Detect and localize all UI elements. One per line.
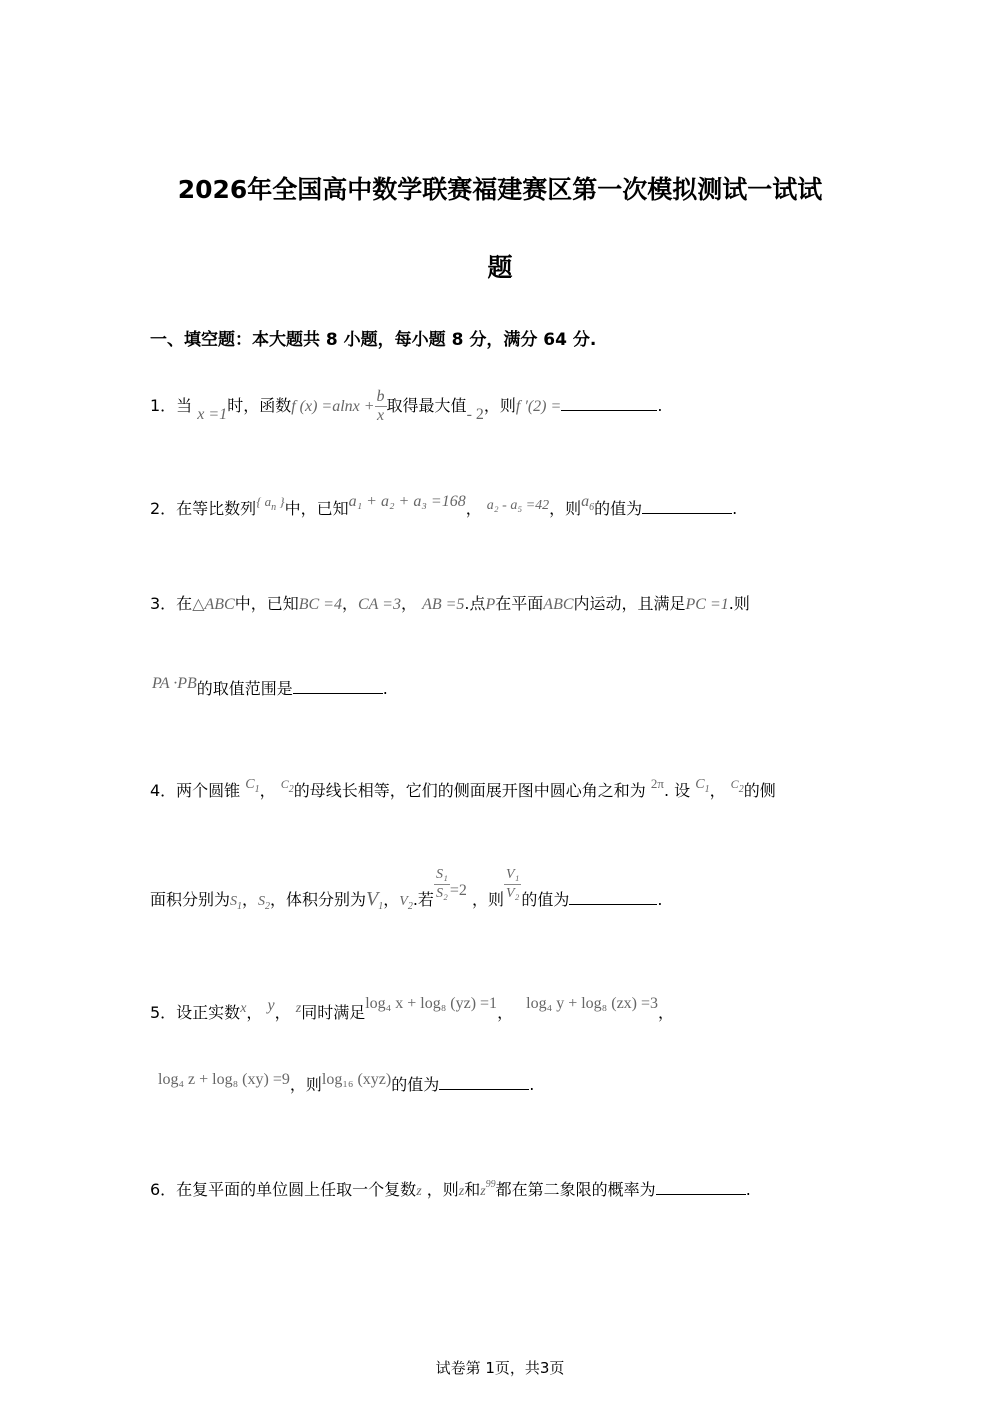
q4-text-3: 的侧 — [743, 781, 776, 800]
q2-sequence — [256, 494, 285, 513]
q2-target — [581, 493, 595, 513]
q3-answer-blank[interactable] — [293, 679, 383, 694]
q3-text-2: .点 — [464, 594, 486, 613]
q4-sep-4: ， — [383, 890, 400, 909]
q5-equation-1: log₄ x + log₈ (yz) =1 — [365, 995, 498, 1012]
q6-number: 6．在复平面的单位圆上任取一个复数 — [150, 1180, 417, 1199]
q5-equation-3: log₄ z + log₈ (xy) =9 — [158, 1071, 290, 1088]
q4-v1-letter: V — [366, 888, 379, 910]
q5-sep-1: ， — [246, 1003, 263, 1022]
q4-c1-second — [695, 777, 710, 795]
page-footer: 试卷第 1页，共3页 — [435, 1359, 565, 1377]
q3-text-1: 中，已知 — [234, 594, 299, 613]
q4-text-7: ，则 — [471, 890, 504, 909]
q4-c2b-letter: C — [730, 777, 739, 791]
q4-sep-2: ， — [709, 781, 726, 800]
q1-text-2: 取得最大值 — [386, 396, 467, 415]
question-5-line-1 — [150, 992, 674, 1025]
question-1 — [150, 388, 662, 427]
q3-pc: PC =1 — [685, 596, 729, 613]
q4-ratio-num: S₁ — [434, 866, 450, 885]
q6-z-power — [480, 1179, 496, 1199]
q6-text-1: ，则 — [426, 1180, 459, 1199]
q3-bc: BC =4 — [298, 596, 342, 613]
q4-vr-den: V₂ — [505, 886, 520, 901]
question-4-line-1 — [150, 772, 776, 803]
q1-function: f (x) =alnx + — [291, 398, 375, 415]
q2-text-4: 的值为 — [594, 499, 643, 518]
q4-area-ratio — [434, 866, 450, 903]
q3-ca: CA =3 — [358, 596, 401, 613]
question-4-line-2 — [150, 866, 662, 919]
question-6 — [150, 1173, 751, 1204]
q1-number: 1．当 — [150, 396, 193, 415]
q2-seq-a: { a — [256, 494, 272, 509]
q2-target-a: a — [581, 493, 590, 510]
q4-c1b-sub: 1 — [704, 784, 710, 795]
q4-c1b-letter: C — [695, 777, 705, 792]
q4-c2-second — [730, 777, 744, 795]
q4-sep-1: ， — [259, 781, 276, 800]
q4-text-2: . 设 — [663, 781, 691, 800]
q4-c1-sub: 1 — [254, 784, 260, 795]
q4-s1-sub: 1 — [237, 901, 243, 912]
q6-z: z — [416, 1184, 422, 1199]
q6-text-2: 和 — [464, 1180, 481, 1199]
q4-s2-sub: 2 — [265, 901, 271, 912]
q4-ratio-value: =2 — [449, 882, 467, 899]
q5-text-2: ，则 — [289, 1075, 322, 1094]
q2-text-1: 中，已知 — [284, 499, 349, 518]
q4-c1-letter: C — [245, 777, 255, 792]
q6-period: . — [745, 1180, 751, 1199]
q4-number: 4．两个圆锥 — [150, 781, 241, 800]
q1-answer-blank[interactable] — [561, 396, 657, 411]
q3-triangle: △ABC — [192, 596, 235, 613]
q5-number: 5．设正实数 — [150, 1003, 241, 1022]
question-3-line-2 — [152, 672, 388, 701]
q2-target-sub: 6 — [589, 502, 595, 513]
q2-answer-blank[interactable] — [642, 499, 732, 514]
q3-text-3: 在平面 — [495, 594, 544, 613]
section-heading: 一、填空题：本大题共 8 小题，每小题 8 分，满分 64 分. — [150, 330, 597, 350]
q4-ratio-den: S₂ — [435, 886, 448, 901]
q1-text-1: 时，函数 — [227, 396, 292, 415]
q2-text-3: ，则 — [549, 499, 582, 518]
q6-text-3: 都在第二象限的概率为 — [495, 1180, 656, 1199]
q5-equation-2: log₄ y + log₈ (zx) =3 — [526, 995, 659, 1012]
q3-text-5: .则 — [728, 594, 750, 613]
q1-text-3: ，则 — [483, 396, 516, 415]
q1-target: f ′(2) = — [515, 398, 562, 415]
q4-v2-letter: V — [399, 894, 408, 909]
question-2 — [150, 490, 737, 521]
q4-c1 — [245, 777, 260, 795]
q1-frac-den: x — [376, 407, 385, 424]
q6-z-second: z — [458, 1184, 465, 1199]
q2-seq-close: } — [276, 494, 285, 509]
q5-sep-3: ， — [497, 1003, 514, 1022]
q3-sep-2: ， — [400, 594, 417, 613]
q4-v1 — [366, 888, 383, 910]
q3-period: . — [382, 679, 388, 698]
q5-sep-4: ， — [658, 1003, 675, 1022]
q4-sep-3: ， — [242, 890, 259, 909]
q4-v2-sub: 2 — [407, 901, 413, 912]
q2-seq-sub: n — [271, 502, 277, 513]
q2-equation-1: a₁ + a₂ + a₃ =168 — [348, 493, 466, 510]
q3-text-6: 的取值范围是 — [196, 679, 293, 698]
q6-z3-exponent: 99 — [485, 1179, 496, 1190]
q3-ab: AB =5 — [422, 596, 465, 613]
q3-number: 3．在 — [150, 594, 193, 613]
q3-plane: ABC — [543, 596, 574, 613]
q4-volume-ratio — [504, 866, 521, 903]
q4-s1-letter: S — [230, 894, 238, 909]
q4-text-8: 的值为 — [521, 890, 570, 909]
q3-text-4: 内运动，且满足 — [573, 594, 686, 613]
q5-y: y — [267, 997, 275, 1014]
q1-condition: x =1 — [197, 406, 228, 423]
q5-sep-2: ， — [274, 1003, 291, 1022]
q2-period: . — [732, 499, 738, 518]
question-3-line-1 — [150, 592, 750, 617]
q4-v2 — [399, 894, 413, 912]
q4-vr-num: V₁ — [504, 866, 521, 885]
q4-s2-letter: S — [258, 894, 266, 909]
q4-v1-sub: 1 — [378, 901, 384, 912]
q2-text-2: ， — [465, 499, 482, 518]
q6-z3-letter: z — [480, 1184, 486, 1199]
q1-period: . — [657, 396, 663, 415]
q3-point-p: P — [485, 596, 496, 613]
q3-dot-product: PA ·PB — [152, 675, 197, 692]
q4-c2b-sub: 2 — [738, 784, 744, 795]
q5-answer-blank[interactable] — [439, 1075, 529, 1090]
q1-fraction — [375, 388, 387, 425]
q4-text-5: ，体积分别为 — [270, 890, 367, 909]
q2-equation-2: a₂ - a₅ =42 — [486, 498, 550, 513]
q2-number: 2．在等比数列 — [150, 499, 257, 518]
q4-text-4: 面积分别为 — [150, 890, 231, 909]
q4-answer-blank[interactable] — [569, 890, 657, 905]
q4-angle: 2π — [650, 776, 664, 791]
q1-max-value: - 2 — [466, 406, 484, 423]
q4-text-6: .若 — [412, 890, 434, 909]
q4-period: . — [657, 890, 663, 909]
q6-answer-blank[interactable] — [656, 1180, 746, 1195]
q4-s1 — [230, 894, 243, 912]
q5-period: . — [529, 1075, 535, 1094]
q4-c2-sub: 2 — [288, 784, 294, 795]
q5-x: x — [240, 1001, 247, 1016]
page-title: 2026年全国高中数学联赛福建赛区第一次模拟测试一试试 — [177, 175, 823, 204]
q5-z: z — [295, 1001, 302, 1016]
page-title-continued: 题 — [487, 253, 513, 282]
q4-s2 — [258, 894, 271, 912]
q3-sep-1: ， — [341, 594, 358, 613]
q5-target: log₁₆ (xyz) — [321, 1071, 392, 1088]
q5-text-1: 同时满足 — [301, 1003, 366, 1022]
q4-c2 — [280, 777, 294, 795]
q5-text-3: 的值为 — [391, 1075, 440, 1094]
q4-c2-letter: C — [280, 777, 289, 791]
question-5-line-2 — [158, 1068, 534, 1097]
q1-frac-num: b — [376, 388, 385, 405]
q4-text-1: 的母线长相等，它们的侧面展开图中圆心角之和为 — [293, 781, 646, 800]
